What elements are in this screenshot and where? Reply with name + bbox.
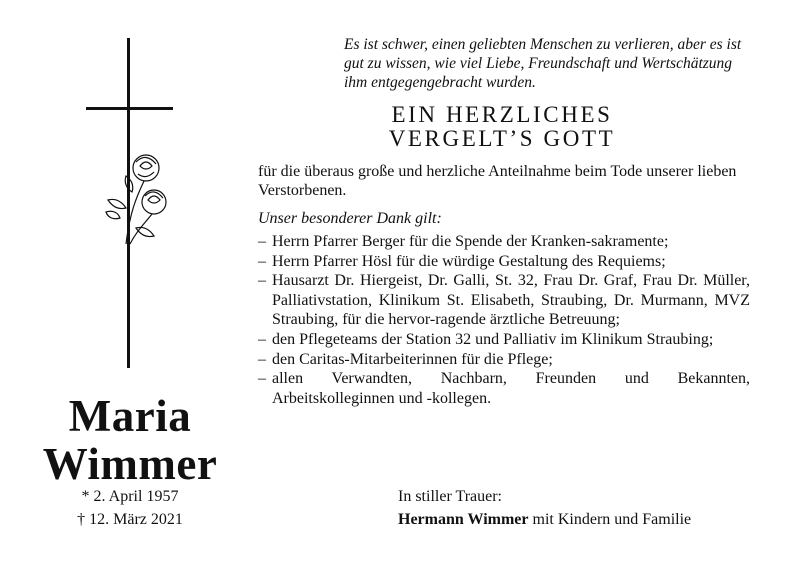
dash-bullet: – [258,370,266,388]
thanks-list [258,232,750,408]
list-item [258,252,750,272]
mourning-label: In stiller Trauer: [398,488,502,505]
heading-line-2: VERGELT’S GOTT [388,126,616,151]
dash-bullet: – [258,252,266,270]
cross-horizontal-beam [86,107,173,110]
memorial-quote: Es ist schwer, einen geliebten Menschen zu verlieren, aber es ist gut zu wissen, wie viel Liebe, Freundschaft und Wertschätzung ihm entgegengebracht wurden. [344,36,742,91]
list-item-text: Hausarzt Dr. Hiergeist, Dr. Galli, St. 32, Frau Dr. Graf, Frau Dr. Müller, Palliativstation, Klinikum St. Elisabeth, Straubing, Dr. Murmann, MVZ Straubing, für die hervor-ragende ärztliche Betreuung; [272,272,750,329]
mourner-family: mit Kindern und Familie [528,511,692,528]
deceased-first-name: Maria [68,391,192,441]
deceased-last-name: Wimmer [42,439,218,489]
list-item [258,330,750,350]
list-item-text: allen Verwandten, Nachbarn, Freunden und Bekannten, Arbeitskolleginnen und -kollegen. [272,370,750,407]
birth-date: * 2. April 1957 [81,488,179,505]
dash-bullet: – [258,233,266,250]
mourner-name: Hermann Wimmer [398,511,529,528]
heading-line-1: EIN HERZLICHES [391,102,613,127]
dash-bullet: – [258,272,266,290]
list-item [258,369,750,408]
list-item [258,271,750,330]
list-item-text: den Pflegeteams der Station 32 und Palliativ im Klinikum Straubing; [272,330,714,348]
death-date: † 12. März 2021 [77,511,183,528]
roses-icon [96,148,172,248]
list-item-text: Herrn Pfarrer Hösl für die würdige Gestaltung des Requiems; [272,252,666,270]
dash-bullet: – [258,350,266,368]
list-item-text: Herrn Pfarrer Berger für die Spende der Kranken-sakramente; [272,233,669,250]
mourners [398,511,691,529]
list-item [258,350,750,370]
dash-bullet: – [258,330,266,348]
list-item [258,232,750,252]
intro-text: für die überaus große und herzliche Anteilnahme beim Tode unserer lieben Verstorbenen. [258,163,737,199]
thanks-title: Unser besonderer Dank gilt: [258,210,442,227]
list-item-text: den Caritas-Mitarbeiterinnen für die Pflege; [272,350,553,368]
